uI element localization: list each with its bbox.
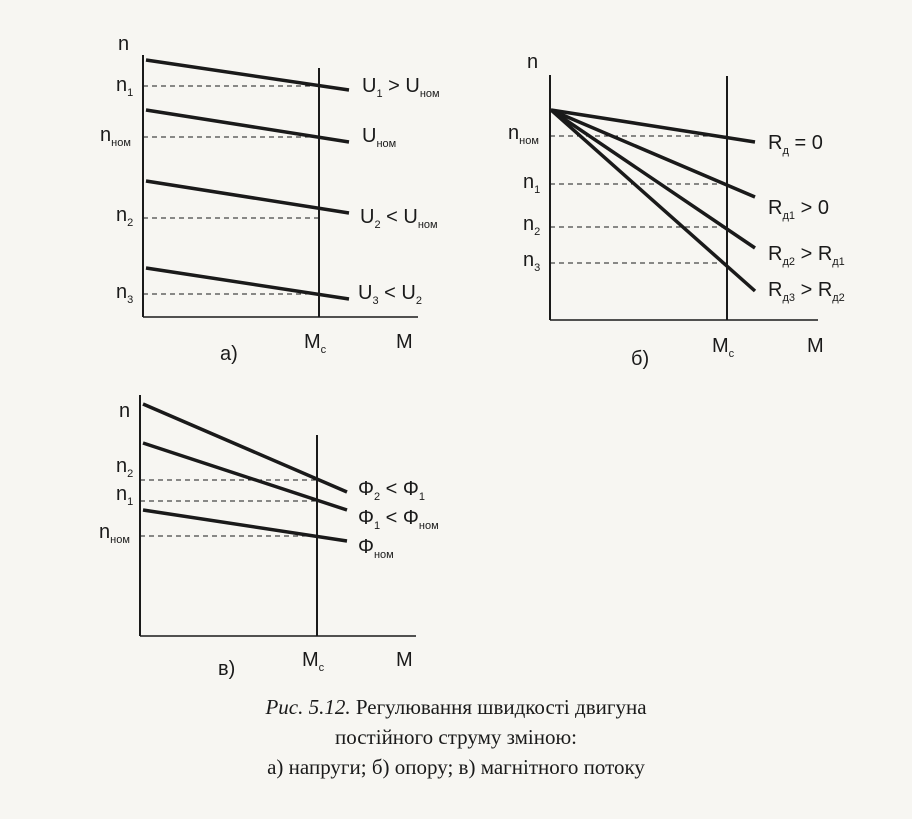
panel-b-tick-n3: $n_3$ [523,249,541,274]
caption-line-3: а) напруги; б) опору; в) магнітного потоку [267,755,645,779]
panel-a-tick-n2: $n_2$ [116,204,134,229]
panel-c-mc-label: $M_с$ [302,649,325,674]
panel-b-tick-n2: $n_2$ [523,213,541,238]
caption-line-1 [0,692,912,722]
panel-a-tick-n1: $n_1$ [116,74,134,99]
panel-b-line-label-rd1: $R_{д1} > 0$ [768,197,829,222]
caption-title: Регулювання швидкості двигуна [355,695,647,719]
panel-c-tick-n1: $n_1$ [116,483,134,508]
panel-a-x-axis-label: M [396,331,413,353]
caption-line-2: постійного струму зміною: [334,725,578,749]
panel-b-line-label-rd3: $R_{д3} > R_{д2}$ [768,279,845,304]
panel-a-y-axis-label: n [118,33,130,55]
panel-a-tick-n3: $n_3$ [116,281,134,306]
panel-b-tick-nnom: $n_{ном}$ [508,122,539,147]
panel-c-line-label-phinom: $\Phi_{ном}$ [358,536,394,561]
panel-a-line-label-u2: $U_2 < U_{ном}$ [360,206,438,231]
panel-a-line-label-u3: $U_3 < U_2$ [358,282,422,307]
panel-c-x-axis-label: M [396,649,413,671]
caption-figure-label: Рис. 5.12. [265,695,351,719]
panel-a-mc-label: $M_с$ [304,331,327,356]
panel-c-tick-n2: $n_2$ [116,455,134,480]
panel-c-line-label-phi1: $\Phi_1 < \Phi_{ном}$ [358,507,439,532]
panel-b-x-axis-label: M [807,335,824,357]
panel-c-labels [99,400,439,680]
panel-a-letter: а) [220,343,238,365]
panel-b-line-label-rd: $R_д = 0$ [768,132,823,157]
panel-c-y-axis-label: n [119,400,131,422]
panel-b-tick-n1: $n_1$ [523,171,541,196]
panel-a-line-label-u1: $U_1 > U_{ном}$ [362,75,440,100]
panel-b-letter: б) [631,348,650,370]
panel-c-letter: в) [218,658,236,680]
panel-b-mc-label: $M_с$ [712,335,735,360]
panel-b-line-label-rd2: $R_{д2} > R_{д1}$ [768,243,845,268]
panel-b-y-axis-label: n [527,51,539,73]
panel-a-tick-nnom: $n_{ном}$ [100,124,131,149]
panel-c-tick-nnom: $n_{ном}$ [99,521,130,546]
panel-c [140,395,416,636]
figure-caption [0,692,912,782]
panel-b-labels [508,51,845,370]
panel-a-line-label-unom: $U_{ном}$ [362,125,397,150]
panel-c-line-label-phi2: $\Phi_2 < \Phi_1$ [358,478,425,503]
